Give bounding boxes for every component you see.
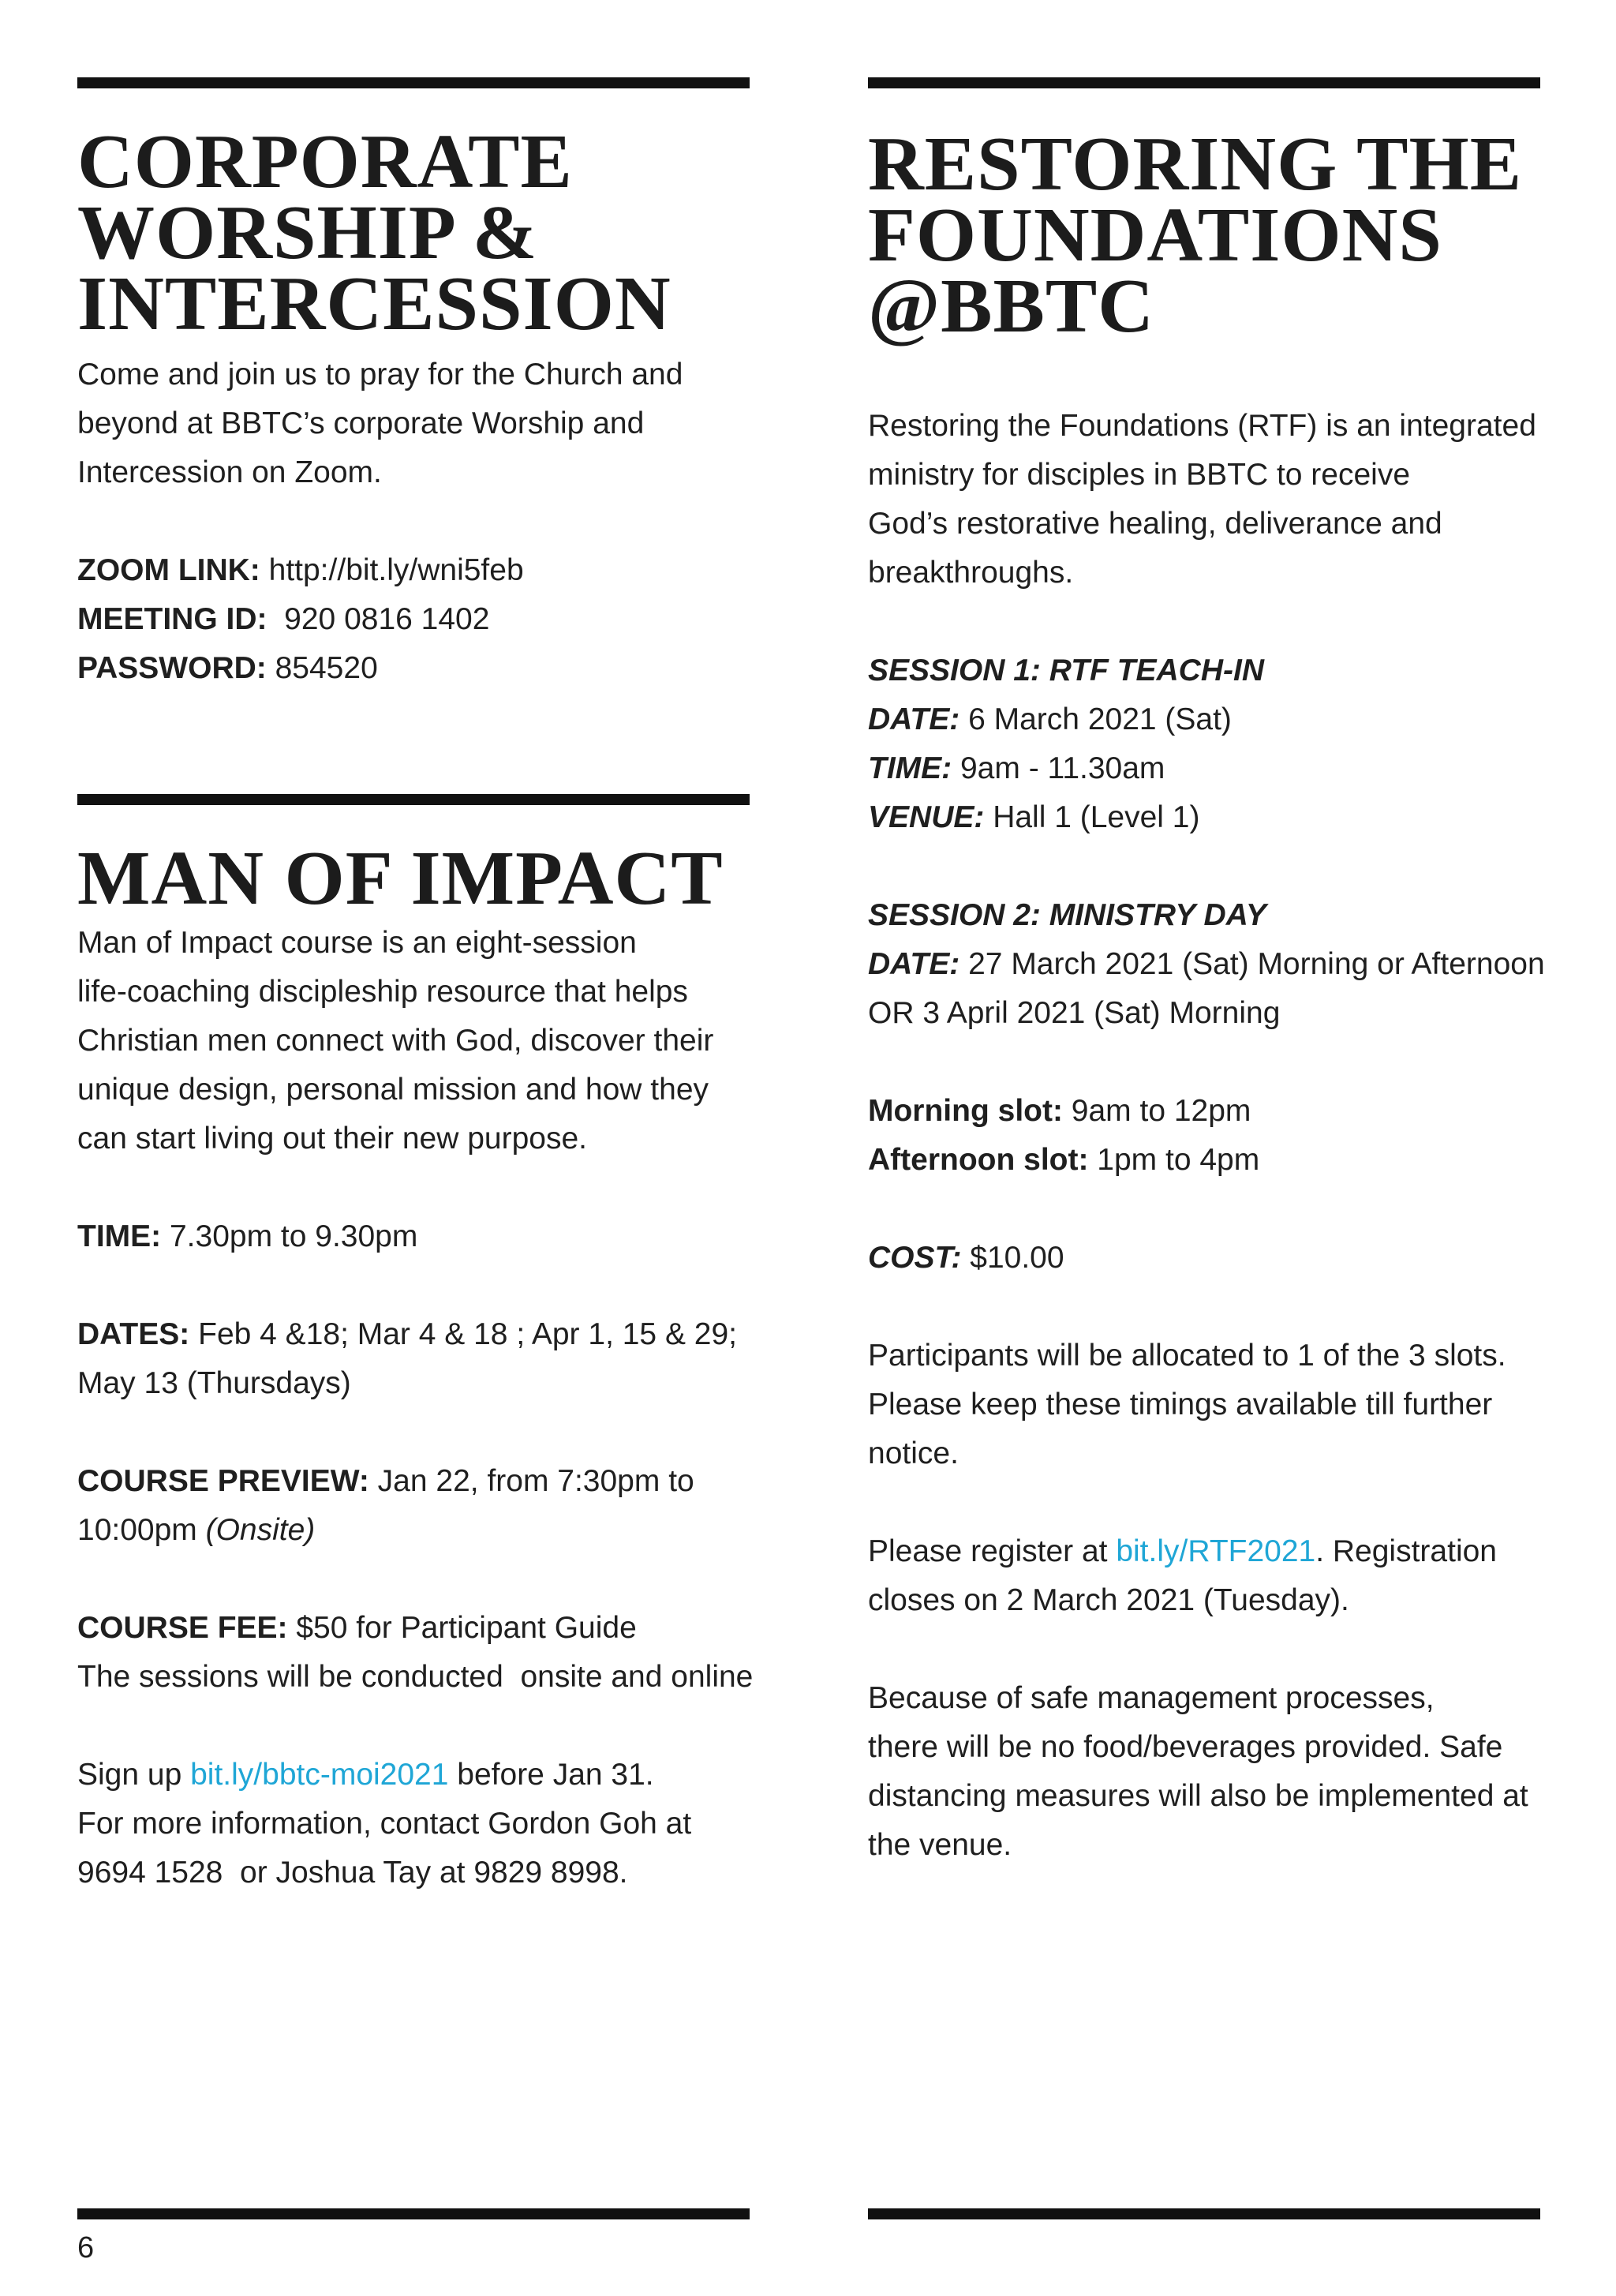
rtf-cost-label: COST: <box>868 1241 962 1275</box>
impact-dates-line-2: May 13 (Thursdays) <box>77 1366 351 1400</box>
worship-title-line: WORSHIP & <box>77 190 538 275</box>
zoom-link-label: ZOOM LINK: <box>77 553 260 587</box>
rtf-morning-label: Morning slot: <box>868 1094 1063 1128</box>
impact-time-label: TIME: <box>77 1219 162 1253</box>
top-rule-right <box>868 77 1540 88</box>
rtf-session2-title: SESSION 2: MINISTRY DAY <box>868 898 1266 932</box>
impact-title: MAN OF IMPACT <box>77 836 724 921</box>
page-number: 6 <box>77 2231 95 2264</box>
rtf-morning-line <box>868 1087 1547 1136</box>
rtf-cost-line <box>868 1234 1547 1283</box>
impact-contact-line: 9694 1528 or Joshua Tay at 9829 8998. <box>77 1856 628 1890</box>
impact-time-value: 7.30pm to 9.30pm <box>161 1219 418 1253</box>
impact-signup-link[interactable]: bit.ly/bbtc-moi2021 <box>190 1758 449 1792</box>
rtf-session1-title: SESSION 1: RTF TEACH-IN <box>868 654 1264 687</box>
rtf-afternoon-label: Afternoon slot: <box>868 1143 1089 1177</box>
rtf-register-prefix: Please register at <box>868 1534 1117 1568</box>
password-line <box>77 644 756 693</box>
rtf-s1-time-label: TIME: <box>868 751 952 785</box>
rtf-s1-date-value: 6 March 2021 (Sat) <box>960 702 1232 736</box>
rtf-intro-line: breakthroughs. <box>868 556 1074 590</box>
rtf-s1-venue-value: Hall 1 (Level 1) <box>984 800 1200 834</box>
mid-rule-left <box>77 794 750 805</box>
impact-time-line <box>77 1212 756 1261</box>
rtf-s2-date-label: DATE: <box>868 947 960 981</box>
worship-title <box>77 119 756 346</box>
password-value: 854520 <box>266 651 378 685</box>
impact-fee-label: COURSE FEE: <box>77 1611 288 1645</box>
rtf-s1-date-label: DATE: <box>868 702 960 736</box>
worship-section <box>77 119 756 693</box>
rtf-s2-date-line <box>868 940 1547 989</box>
impact-fee-line-2: The sessions will be conducted onsite and online <box>77 1660 754 1694</box>
rtf-register-suffix: . Registration <box>1315 1534 1497 1568</box>
impact-preview-onsite: (Onsite) <box>205 1513 316 1547</box>
meeting-id-value: 920 0816 1402 <box>267 602 490 636</box>
impact-signup-prefix: Sign up <box>77 1758 191 1792</box>
impact-preview-line-2 <box>77 1506 756 1555</box>
impact-preview-line <box>77 1457 756 1506</box>
rtf-safe-line: there will be no food/beverages provided. Safe <box>868 1730 1503 1764</box>
rtf-section <box>868 122 1547 1870</box>
rtf-title-line: @BBTC <box>868 264 1155 349</box>
rtf-allocation-line: Participants will be allocated to 1 of the 3 slots. <box>868 1339 1506 1373</box>
rtf-intro-line: Restoring the Foundations (RTF) is an integrated <box>868 409 1536 443</box>
rtf-morning-value: 9am to 12pm <box>1062 1094 1251 1128</box>
worship-title-line: INTERCESSION <box>77 261 671 346</box>
impact-intro-line: can start living out their new purpose. <box>77 1122 588 1155</box>
worship-intro-line: Intercession on Zoom. <box>77 455 382 489</box>
impact-dates-value: Feb 4 &18; Mar 4 & 18 ; Apr 1, 15 & 29; <box>189 1317 738 1351</box>
worship-title-line: CORPORATE <box>77 119 573 204</box>
rtf-s1-venue-line <box>868 793 1547 842</box>
rtf-s1-date-line <box>868 695 1547 744</box>
password-label: PASSWORD: <box>77 651 267 685</box>
impact-preview-time: 10:00pm <box>77 1513 206 1547</box>
rtf-allocation-line: Please keep these timings available till further <box>868 1388 1493 1421</box>
rtf-register-link[interactable]: bit.ly/RTF2021 <box>1116 1534 1316 1568</box>
rtf-intro-line: ministry for disciples in BBTC to receive <box>868 458 1411 492</box>
zoom-link-value[interactable]: http://bit.ly/wni5feb <box>260 553 524 587</box>
rtf-cost-value: $10.00 <box>961 1241 1064 1275</box>
impact-signup-suffix: before Jan 31. <box>448 1758 654 1792</box>
impact-contact-line: For more information, contact Gordon Goh at <box>77 1807 692 1841</box>
impact-dates-label: DATES: <box>77 1317 190 1351</box>
rtf-safe-line: Because of safe management processes, <box>868 1681 1435 1715</box>
impact-fee-line <box>77 1604 756 1653</box>
impact-intro-line: Christian men connect with God, discover their <box>77 1024 714 1058</box>
rtf-register-line-2: closes on 2 March 2021 (Tuesday). <box>868 1583 1349 1617</box>
rtf-safe-line: the venue. <box>868 1828 1012 1862</box>
rtf-s2-date-value: 27 March 2021 (Sat) Morning or Afternoon <box>960 947 1545 981</box>
rtf-s1-venue-label: VENUE: <box>868 800 985 834</box>
impact-dates-line <box>77 1310 756 1359</box>
rtf-title-line: RESTORING THE <box>868 122 1523 207</box>
rtf-intro-line: God’s restorative healing, deliverance and <box>868 507 1442 541</box>
rtf-safe-line: distancing measures will also be implemented at <box>868 1779 1528 1813</box>
top-rule-left <box>77 77 750 88</box>
impact-signup-line <box>77 1751 756 1800</box>
impact-intro-line: unique design, personal mission and how they <box>77 1073 709 1107</box>
meeting-id-label: MEETING ID: <box>77 602 267 636</box>
impact-preview-value: Jan 22, from 7:30pm to <box>368 1464 694 1498</box>
rtf-title-line: FOUNDATIONS <box>868 193 1442 278</box>
rtf-s1-time-line <box>868 744 1547 793</box>
impact-fee-value: $50 for Participant Guide <box>287 1611 637 1645</box>
meeting-id-line <box>77 595 756 644</box>
rtf-s2-date-line-2: OR 3 April 2021 (Sat) Morning <box>868 996 1281 1030</box>
bottom-rule-left <box>77 2208 750 2219</box>
zoom-link-line <box>77 546 756 595</box>
rtf-s1-time-value: 9am - 11.30am <box>952 751 1165 785</box>
rtf-allocation-line: notice. <box>868 1436 959 1470</box>
rtf-afternoon-value: 1pm to 4pm <box>1088 1143 1260 1177</box>
bottom-rule-right <box>868 2208 1540 2219</box>
worship-intro-line: beyond at BBTC’s corporate Worship and <box>77 406 645 440</box>
rtf-afternoon-line <box>868 1136 1547 1185</box>
impact-intro-line: life-coaching discipleship resource that helps <box>77 975 688 1009</box>
rtf-register-line <box>868 1527 1547 1576</box>
impact-section <box>77 836 756 1897</box>
impact-preview-label: COURSE PREVIEW: <box>77 1464 369 1498</box>
impact-intro-line: Man of Impact course is an eight-session <box>77 926 637 960</box>
worship-intro-line: Come and join us to pray for the Church and <box>77 358 683 391</box>
rtf-title <box>868 122 1547 349</box>
